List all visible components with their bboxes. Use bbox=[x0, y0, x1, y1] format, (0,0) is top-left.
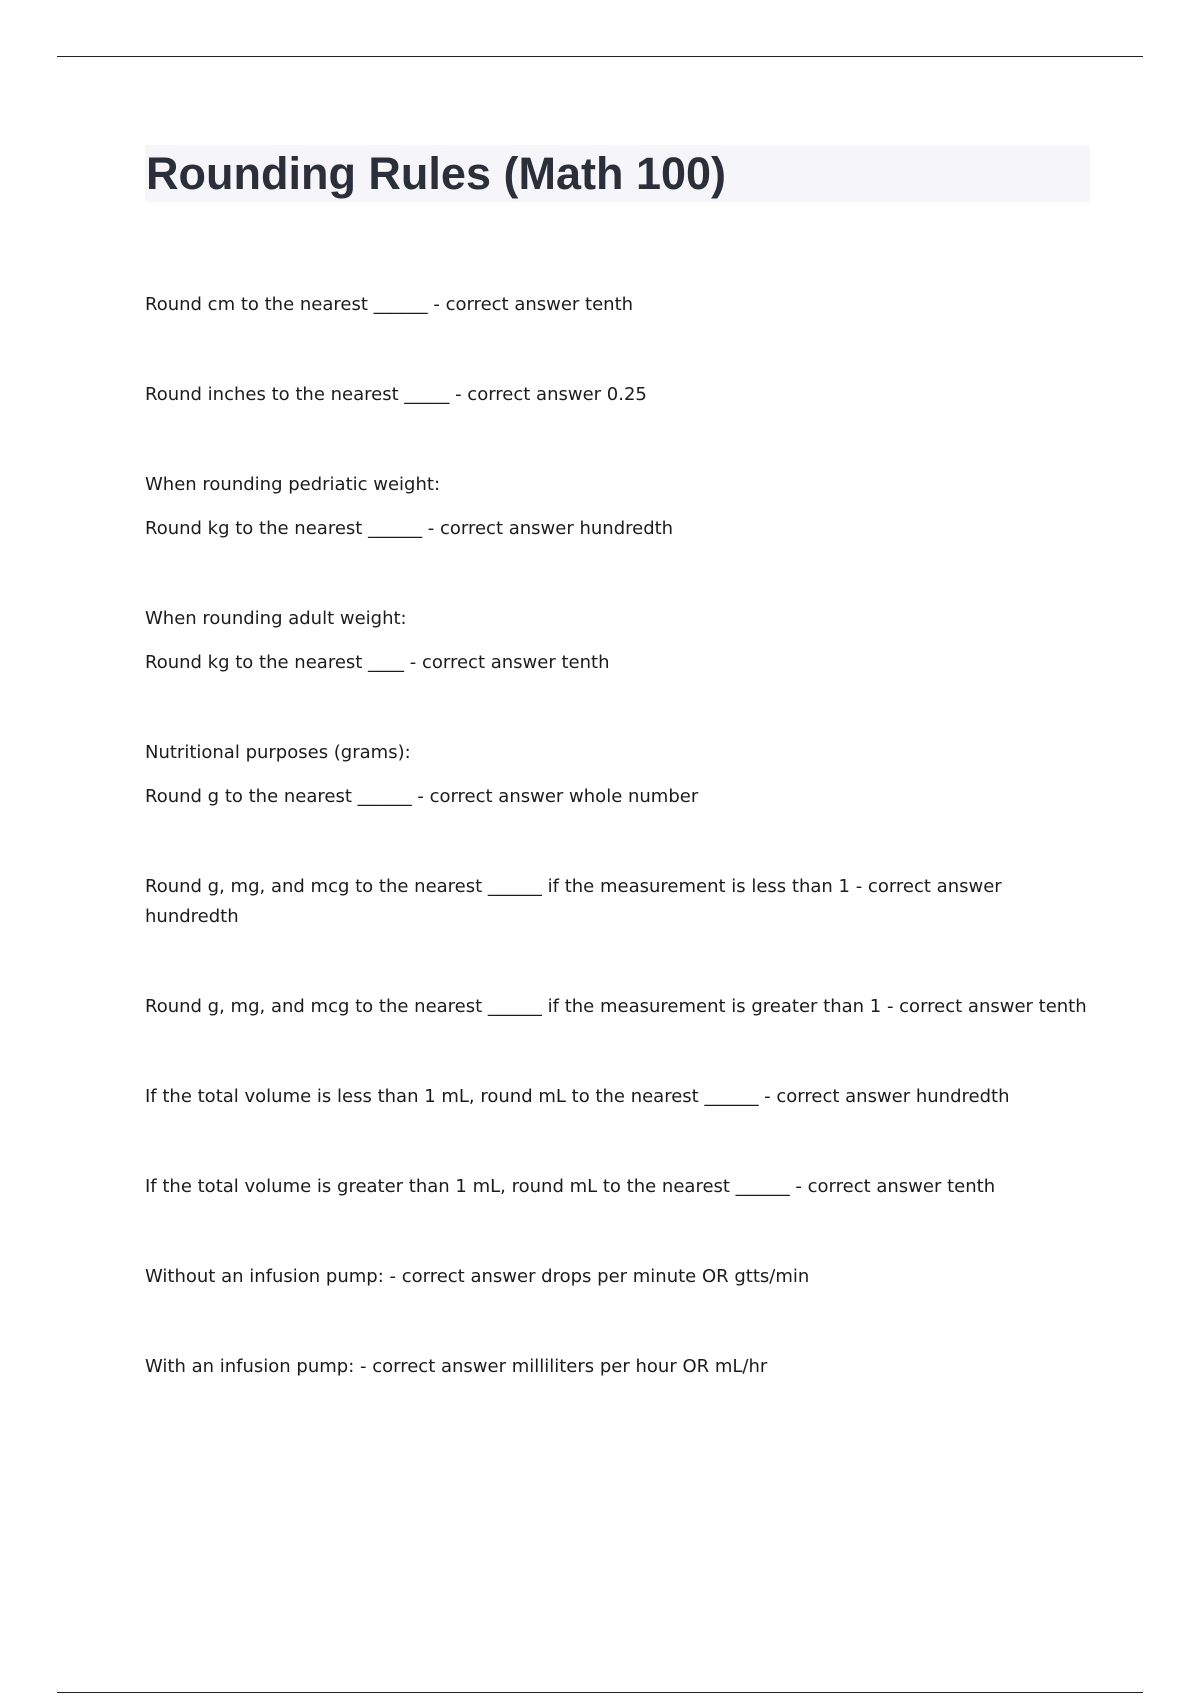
question-text: Round g, mg, and mcg to the nearest ______ if the measurement is less than 1 - correct answer hundredth bbox=[145, 876, 1002, 927]
qa-item bbox=[145, 290, 1090, 320]
qa-item bbox=[145, 604, 1090, 678]
qa-item bbox=[145, 1172, 1090, 1202]
qa-item bbox=[145, 1352, 1090, 1382]
qa-item bbox=[145, 470, 1090, 544]
question-text: With an infusion pump: - correct answer milliliters per hour OR mL/hr bbox=[145, 1356, 768, 1377]
qa-item bbox=[145, 380, 1090, 410]
question-text: Round g to the nearest ______ - correct answer whole number bbox=[145, 786, 699, 807]
qa-item bbox=[145, 1262, 1090, 1292]
preface-text: When rounding pedriatic weight: bbox=[145, 474, 441, 495]
qa-item bbox=[145, 1082, 1090, 1112]
qa-item bbox=[145, 992, 1090, 1022]
top-divider bbox=[57, 56, 1143, 57]
page-title: Rounding Rules (Math 100) bbox=[146, 148, 727, 199]
question-text: Round inches to the nearest _____ - correct answer 0.25 bbox=[145, 384, 647, 405]
title-band bbox=[145, 145, 1090, 202]
question-text: Round g, mg, and mcg to the nearest ______ if the measurement is greater than 1 - correct answer tenth bbox=[145, 996, 1087, 1017]
question-text: Without an infusion pump: - correct answer drops per minute OR gtts/min bbox=[145, 1266, 810, 1287]
preface-text: When rounding adult weight: bbox=[145, 608, 407, 629]
bottom-divider bbox=[57, 1692, 1143, 1693]
question-text: If the total volume is less than 1 mL, round mL to the nearest ______ - correct answer hundredth bbox=[145, 1086, 1010, 1107]
document-body bbox=[145, 145, 1090, 1442]
question-text: Round cm to the nearest ______ - correct answer tenth bbox=[145, 294, 634, 315]
qa-item bbox=[145, 872, 1090, 932]
preface-text: Nutritional purposes (grams): bbox=[145, 742, 411, 763]
question-text: Round kg to the nearest ______ - correct answer hundredth bbox=[145, 518, 674, 539]
qa-list bbox=[145, 290, 1090, 1382]
question-text: If the total volume is greater than 1 mL, round mL to the nearest ______ - correct answer tenth bbox=[145, 1176, 996, 1197]
question-text: Round kg to the nearest ____ - correct answer tenth bbox=[145, 652, 610, 673]
qa-item bbox=[145, 738, 1090, 812]
